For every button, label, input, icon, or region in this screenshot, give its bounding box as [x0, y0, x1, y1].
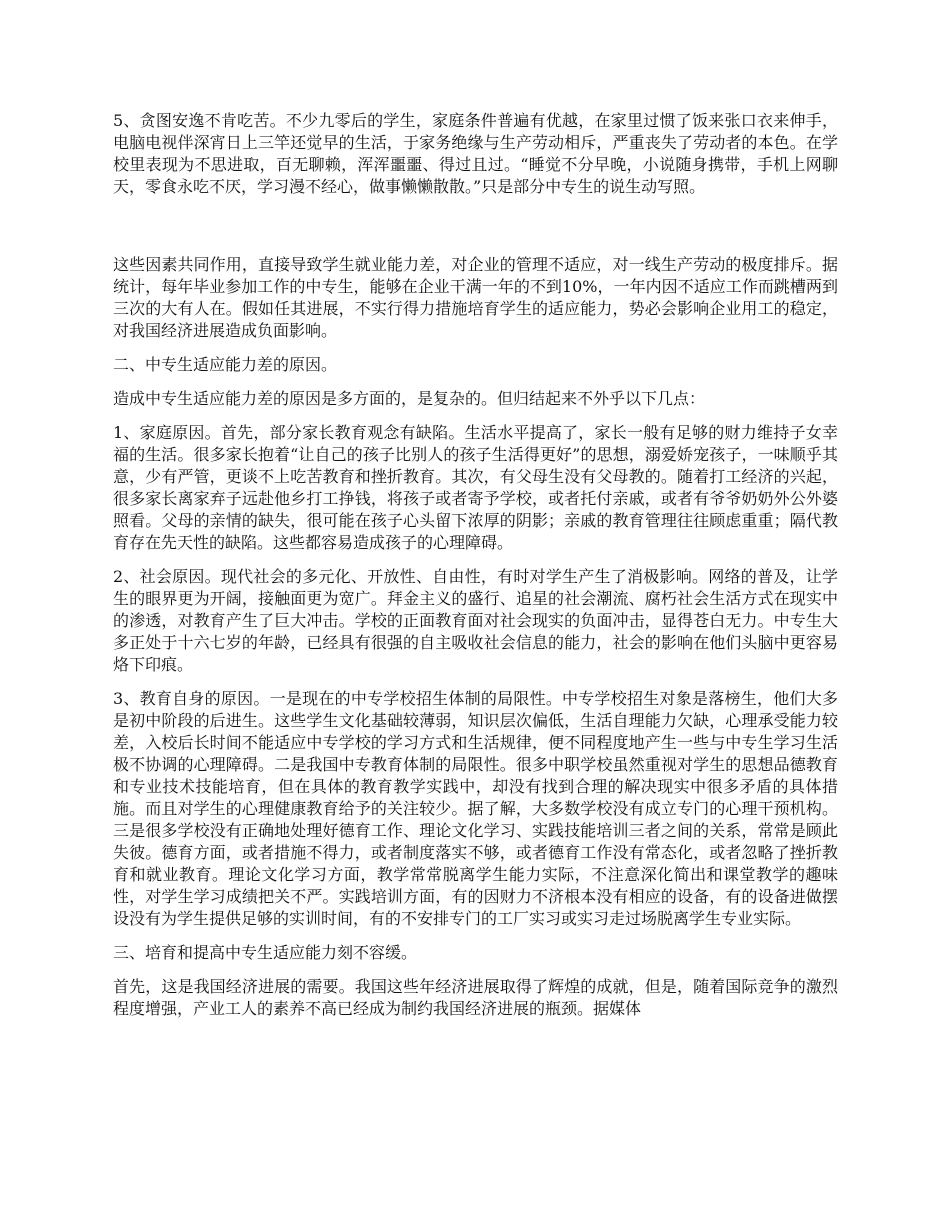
paragraph-economic-needs: 首先，这是我国经济进展的需要。我国这些年经济进展取得了辉煌的成就，但是，随着国际竞争的激烈程度增强，产业工人的素养不高已经成为制约我国经济进展的瓶颈。据媒体	[113, 977, 838, 1018]
section-heading-urgency: 三、培育和提高中专生适应能力刻不容缓。	[113, 943, 418, 962]
section-heading-reasons: 二、中专生适应能力差的原因。	[113, 355, 338, 374]
paragraph-combined-effects: 这些因素共同作用，直接导致学生就业能力差，对企业的管理不适应，对一线生产劳动的极度排斥。据统计，每年毕业参加工作的中专生，能够在企业干满一年的不到10%，一年内因不适应工作而跳槽两到三次的大有人在。假如任其进展，不实行得力措施培育学生的适应能力，势必会影响企业用工的稳定，对我国经济进展造成负面影响。	[113, 255, 838, 340]
paragraph-family-reasons: 1、家庭原因。首先，部分家长教育观念有缺陷。生活水平提高了，家长一般有足够的财力维持子女幸福的生活。很多家长抱着“让自己的孩子比别人的孩子生活得更好”的思想，溺爱娇宠孩子，一味顺乎其意，少有严管，更谈不上吃苦教育和挫折教育。其次，有父母生没有父母教的。随着打工经济的兴起，很多家长离家弃子远赴他乡打工挣钱，将孩子或者寄予学校，或者托付亲戚，或者有爷爷奶奶外公外婆照看。父母的亲情的缺失，很可能在孩子心头留下浓厚的阴影；亲戚的教育管理往往顾虑重重；隔代教育存在先天性的缺陷。这些都容易造成孩子的心理障碍。	[113, 423, 838, 552]
paragraph-laziness: 5、贪图安逸不肯吃苦。不少九零后的学生，家庭条件普遍有优越，在家里过惯了饭来张口衣来伸手，电脑电视伴深宵日上三竿还觉早的生活，于家务绝缘与生产劳动相斥，严重丧失了劳动者的本色。在学校里表现为不思进取，百无聊赖，浑浑噩噩、得过且过。“睡觉不分早晚，小说随身携带，手机上网聊天，零食永吃不厌，学习漫不经心，做事懒懒散散。”只是部分中专生的说生动写照。	[113, 111, 838, 196]
paragraph-reasons-intro: 造成中专生适应能力差的原因是多方面的，是复杂的。但归结起来不外乎以下几点：	[113, 389, 706, 408]
document-body	[113, 110, 838, 1032]
paragraph-social-reasons: 2、社会原因。现代社会的多元化、开放性、自由性，有时对学生产生了消极影响。网络的普及，让学生的眼界更为开阔，接触面更为宽广。拜金主义的盛行、追星的社会潮流、腐朽社会生活方式在现实中的渗透，对教育产生了巨大冲击。学校的正面教育面对社会现实的负面冲击，显得苍白无力。中专生大多正处于十六七岁的年龄，已经具有很强的自主吸收社会信息的能力，社会的影响在他们头脑中更容易烙下印痕。	[113, 567, 838, 674]
paragraph-education-reasons: 3、教育自身的原因。一是现在的中专学校招生体制的局限性。中专学校招生对象是落榜生，他们大多是初中阶段的后进生。这些学生文化基础较薄弱，知识层次偏低，生活自理能力欠缺，心理承受能力较差，入校后长时间不能适应中专学校的学习方式和生活规律，便不同程度地产生一些与中专生学习生活极不协调的心理障碍。二是我国中专教育体制的局限性。很多中职学校虽然重视对学生的思想品德教育和专业技术技能培育，但在具体的教育教学实践中，却没有找到合理的解决现实中很多矛盾的具体措施。而且对学生的心理健康教育给予的关注较少。据了解，大多数学校没有成立专门的心理干预机构。三是很多学校没有正确地处理好德育工作、理论文化学习、实践技能培训三者之间的关系，常常是顾此失彼。德育方面，或者措施不得力，或者制度落实不够，或者德育工作没有常态化，或者忽略了挫折教育和就业教育。理论文化学习方面，教学常常脱离学生能力实际，不注意深化简出和课堂教学的趣味性，对学生学习成绩把关不严。实践培训方面，有的因财力不济根本没有相应的设备，有的设备进做摆设没有为学生提供足够的实训时间，有的不安排专门的工厂实习或实习走过场脱离学生专业实际。	[113, 689, 838, 928]
